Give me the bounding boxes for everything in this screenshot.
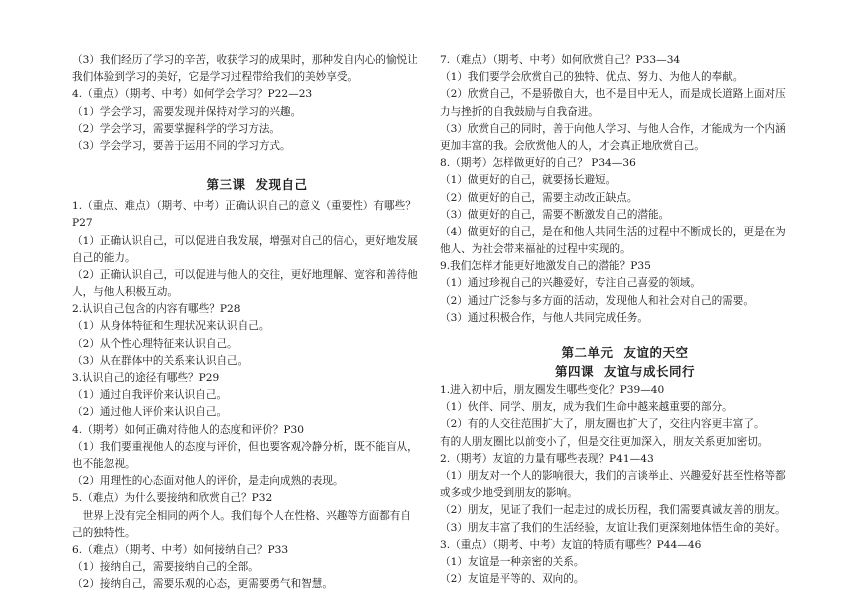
text-line: （1）接纳自己，需要接纳自己的全部。	[72, 561, 259, 574]
text-line: 4.（期考）如何正确对待他人的态度和评价？P30	[72, 423, 304, 436]
text-line: （3）我们经历了学习的辛苦，收获学习的成果时，那种发自内心的愉悦让	[72, 54, 418, 66]
text-line: （2）通过广泛参与多方面的活动，发现他人和社会对自己的需要。	[440, 294, 754, 307]
unit-2-title	[440, 344, 810, 362]
text-line: （3）通过积极合作，与他人共同完成任务。	[440, 311, 649, 324]
text-line: （2）正确认识自己，可以促进与他人的交往，更好地理解、宽容和善待他	[72, 268, 418, 281]
text-line: （2）有的人交往范围扩大了，朋友圈也扩大了，交往内容更丰富了。	[440, 418, 765, 431]
text-line: （2）友谊是平等的、双向的。	[440, 573, 585, 586]
text-line: （1）我们要学会欣赏自己的独特、优点、努力、为他人的奉献。	[440, 71, 744, 84]
text-line: （3）学会学习，要善于运用不同的学习方式。	[72, 139, 291, 152]
text-line: （2）通过他人评价来认识自己。	[72, 406, 228, 419]
text-line: 3.（重点）（期考、中考）友谊的特质有哪些？P44—46	[440, 538, 702, 551]
text-line: 人，与他人积极互动。	[72, 286, 178, 299]
text-line: （1）通过自我评价来认识自己。	[72, 389, 228, 402]
unit-2-number: 第二单元	[561, 345, 614, 360]
text-line: （1）做更好的自己，就要扬长避短。	[440, 174, 617, 187]
text-line: 8.（期考）怎样做更好的自己？ P34—36	[440, 157, 636, 170]
lesson-4-title	[440, 362, 810, 382]
spacer	[440, 327, 810, 344]
text-line: （2）欣赏自己，不是骄傲自大，也不是目中无人，而是成长道路上面对压	[440, 88, 786, 101]
text-line: （3）从在群体中的关系来认识自己。	[72, 354, 249, 367]
text-line: 7.（难点）（期考、中考）如何欣赏自己？P33—34	[440, 54, 681, 66]
text-line: 己的独特性。	[72, 526, 136, 539]
text-line: 3.认识自己的途径有哪些？P29	[72, 372, 220, 384]
text-line: （1）通过珍视自己的兴趣爱好，专注自己喜爱的领域。	[440, 277, 701, 290]
text-line: （1）友谊是一种亲密的关系。	[440, 555, 585, 568]
text-line: 6.（难点）（期考、中考）如何接纳自己？P33	[72, 543, 289, 556]
right-column	[440, 52, 810, 588]
text-line: （2）做更好的自己，需要主动改正缺点。	[440, 191, 638, 204]
lesson-3-number: 第三课	[206, 177, 246, 193]
text-line: 有的人朋友圈比以前变小了，但是交往更加深入，朋友关系更加密切。	[440, 435, 769, 448]
text-line: 更加丰富的我。会欣赏他人的人，才会真正地欣赏自己。	[440, 139, 705, 152]
right-section-friendship	[440, 382, 810, 588]
text-line: 1.（重点、难点）（期考、中考）正确认识自己的意义（重要性）有哪些？	[72, 200, 416, 213]
left-section-learning	[72, 52, 442, 155]
text-line: 他人、为社会带来福祉的过程中实现的。	[440, 243, 631, 256]
text-line: （2）用理性的心态面对他人的评价，是走向成熟的表现。	[72, 475, 344, 488]
text-line: 力与挫折的自我鼓励与自我奋进。	[440, 105, 599, 118]
text-line: （1）从身体特征和生理状况来认识自己。	[72, 320, 270, 333]
text-line: 2.（期考）友谊的力量有哪些表现？P41—43	[440, 452, 654, 465]
text-line: 9.我们怎样才能更好地激发自己的潜能？P35	[440, 260, 651, 273]
text-line: （3）朋友丰富了我们的生活经验，友谊让我们更深刻地体悟生命的美好。	[440, 521, 786, 534]
text-line: 自己的能力。	[72, 251, 136, 264]
lesson-4-name: 友谊与成长同行	[604, 364, 696, 379]
right-section-appreciate-self	[440, 52, 810, 327]
text-line: （1）正确认识自己，可以促进自我发展，增强对自己的信心，更好地发展	[72, 234, 418, 247]
lesson-4-number: 第四课	[554, 364, 594, 379]
text-line: 世界上没有完全相同的两个人。我们每个人在性格、兴趣等方面都有自	[72, 509, 411, 522]
text-line: （1）伙伴、同学、朋友，成为我们生命中越来越重要的部分。	[440, 401, 733, 414]
lesson-3-title	[72, 172, 442, 198]
text-line: 我们体验到学习的美好，它是学习过程带给我们的美妙享受。	[72, 71, 359, 84]
text-line: 5.（难点）为什么要接纳和欣赏自己？P32	[72, 492, 273, 505]
text-line: （3）欣赏自己的同时，善于向他人学习、与他人合作，才能成为一个内涵	[440, 122, 786, 135]
text-line: （1）学会学习，需要发现并保持对学习的兴趣。	[72, 105, 302, 118]
text-line: （3）做更好的自己，需要不断激发自己的潜能。	[440, 208, 670, 221]
unit-2-name: 友谊的天空	[623, 345, 689, 360]
text-line: （2）朋友，见证了我们一起走过的成长历程，我们需要真诚友善的朋友。	[440, 504, 786, 517]
text-line: 或多或少地受到朋友的影响。	[440, 487, 578, 500]
text-line: 2.认识自己包含的内容有哪些？P28	[72, 303, 241, 316]
text-line: P27	[72, 217, 93, 230]
text-line: （2）学会学习，需要掌握科学的学习方法。	[72, 122, 281, 135]
lesson-3-name: 发现自己	[255, 177, 308, 193]
text-line: （2）接纳自己，需要乐观的心态，更需要勇气和智慧。	[72, 578, 333, 591]
text-line: （1）我们要重视他人的态度与评价，但也要客观冷静分析，既不能盲从，	[72, 440, 418, 453]
left-section-discover-self	[72, 198, 442, 593]
text-line: （4）做更好的自己，是在和他人共同生活的过程中不断成长的，更是在为	[440, 225, 786, 238]
text-line: 1.进入初中后，朋友圈发生哪些变化？P39—40	[440, 384, 665, 396]
left-column	[72, 52, 442, 593]
spacer	[72, 155, 442, 172]
text-line: 也不能忽视。	[72, 457, 136, 470]
text-line: （2）从个性心理特征来认识自己。	[72, 337, 238, 350]
text-line: 4.（重点）（期考、中考）如何学会学习？P22—23	[72, 88, 313, 101]
text-line: （1）朋友对一个人的影响很大，我们的言谈举止、兴趣爱好甚至性格等都	[440, 469, 786, 482]
